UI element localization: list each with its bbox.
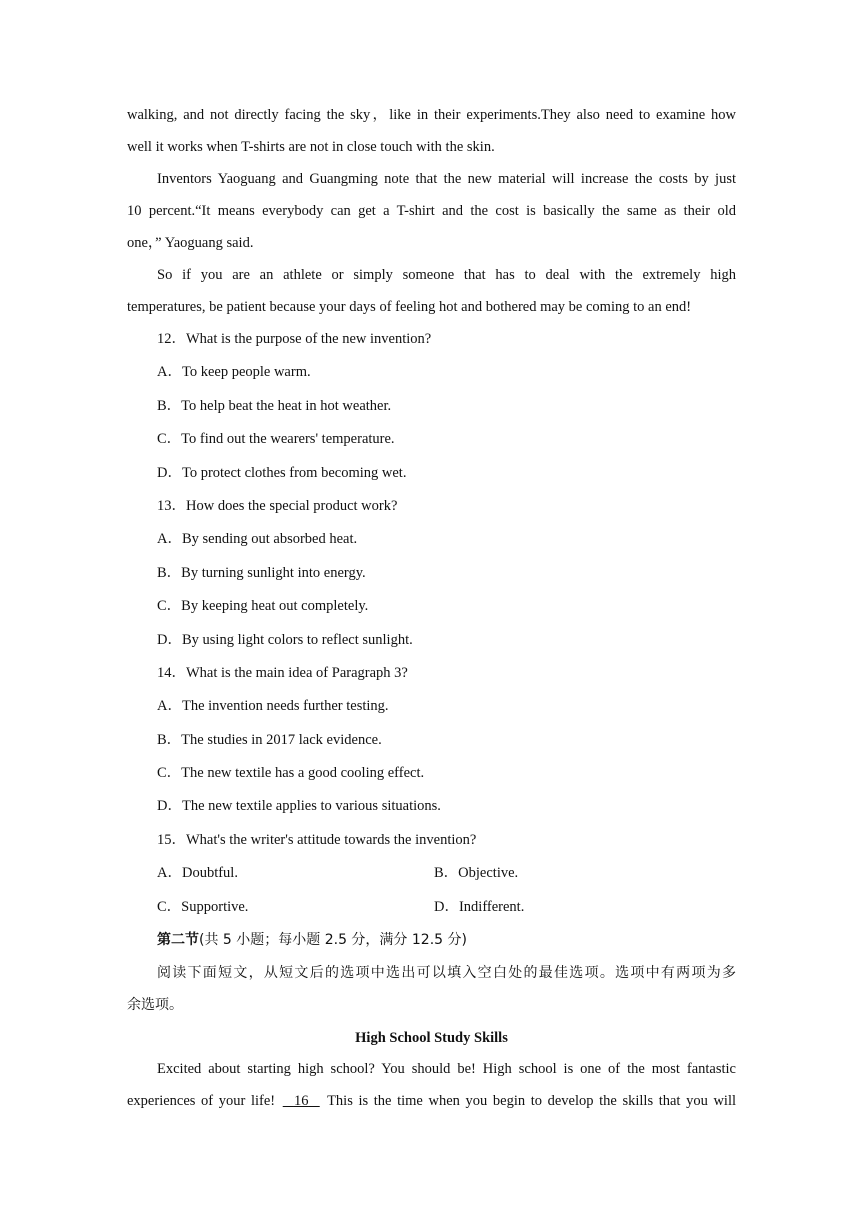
question-13 — [127, 490, 736, 657]
question-12 — [127, 323, 736, 490]
question-14 — [127, 657, 736, 824]
answer-option: B．The studies in 2017 lack evidence. — [157, 731, 382, 748]
text-line: one，” Yaoguang said. — [127, 235, 254, 251]
answer-option: A．The invention needs further testing. — [157, 698, 389, 715]
blank-number: 16 — [293, 1093, 309, 1110]
passage-paragraph-2 — [127, 163, 736, 259]
section-heading-detail: (共 5 小题；每小题 2.5 分，满分 12.5 分) — [199, 932, 467, 949]
answer-option: A．By sending out absorbed heat. — [157, 531, 358, 548]
answer-option: B．To help beat the heat in hot weather. — [157, 397, 392, 414]
text-line: Excited about starting high school? You should be! High school is one of the most fantastic — [157, 1061, 736, 1078]
answer-option: C．The new textile has a good cooling effect. — [157, 765, 425, 782]
text-segment: This is the time when you begin to develop the skills that you will — [321, 1093, 736, 1110]
passage-title: High School Study Skills — [355, 1030, 508, 1047]
answer-option: C．By keeping heat out completely. — [157, 598, 369, 615]
section-instructions — [127, 957, 736, 1021]
answer-option: C．To find out the wearers' temperature. — [157, 431, 395, 448]
text-line: well it works when T-shirts are not in close touch with the skin. — [127, 139, 495, 155]
text-line: Inventors Yaoguang and Guangming note that the new material will increase the costs by just — [157, 171, 736, 187]
text-line: 10 percent.“It means everybody can get a T-shirt and the cost is basically the same as their old — [127, 203, 736, 219]
answer-option: B．By turning sunlight into energy. — [157, 564, 366, 581]
text-line: 阅读下面短文，从短文后的选项中选出可以填入空白处的最佳选项。选项中有两项为多 — [157, 965, 736, 982]
text-line: walking, and not directly facing the sky，like in their experiments.They also need to examine how — [127, 107, 736, 123]
passage-paragraph-1 — [127, 99, 736, 163]
question-stem: 15．What's the writer's attitude towards the invention? — [157, 831, 477, 848]
question-stem: 13．How does the special product work? — [157, 497, 398, 514]
answer-option: D．The new textile applies to various situations. — [157, 798, 441, 815]
text-line: So if you are an athlete or simply someone that has to deal with the extremely high — [157, 267, 736, 283]
question-15 — [127, 824, 736, 924]
text-segment: experiences of your life! — [127, 1093, 281, 1110]
answer-options-row — [127, 857, 736, 890]
text-line — [127, 1085, 736, 1117]
answer-option: B．Objective. — [434, 865, 519, 882]
question-stem: 12．What is the purpose of the new invention? — [157, 331, 432, 347]
passage-body — [127, 1053, 736, 1117]
document-page — [127, 99, 736, 1117]
answer-option: D．To protect clothes from becoming wet. — [157, 464, 407, 481]
answer-option: C．Supportive. — [157, 898, 249, 915]
answer-option: D．By using light colors to reflect sunlight. — [157, 631, 413, 648]
answer-option: A．Doubtful. — [157, 865, 238, 882]
answer-option: A．To keep people warm. — [157, 364, 311, 381]
section-heading — [127, 924, 736, 957]
section-heading-bold: 第二节 — [157, 932, 199, 949]
text-line: 余选项。 — [127, 997, 183, 1014]
passage-paragraph-3 — [127, 259, 736, 323]
answer-option: D．Indifferent. — [434, 898, 525, 915]
answer-options-row — [127, 891, 736, 924]
blank-16 — [281, 1093, 322, 1109]
text-line: temperatures, be patient because your days of feeling hot and bothered may be coming to an end! — [127, 299, 692, 315]
question-stem: 14．What is the main idea of Paragraph 3? — [157, 664, 408, 681]
